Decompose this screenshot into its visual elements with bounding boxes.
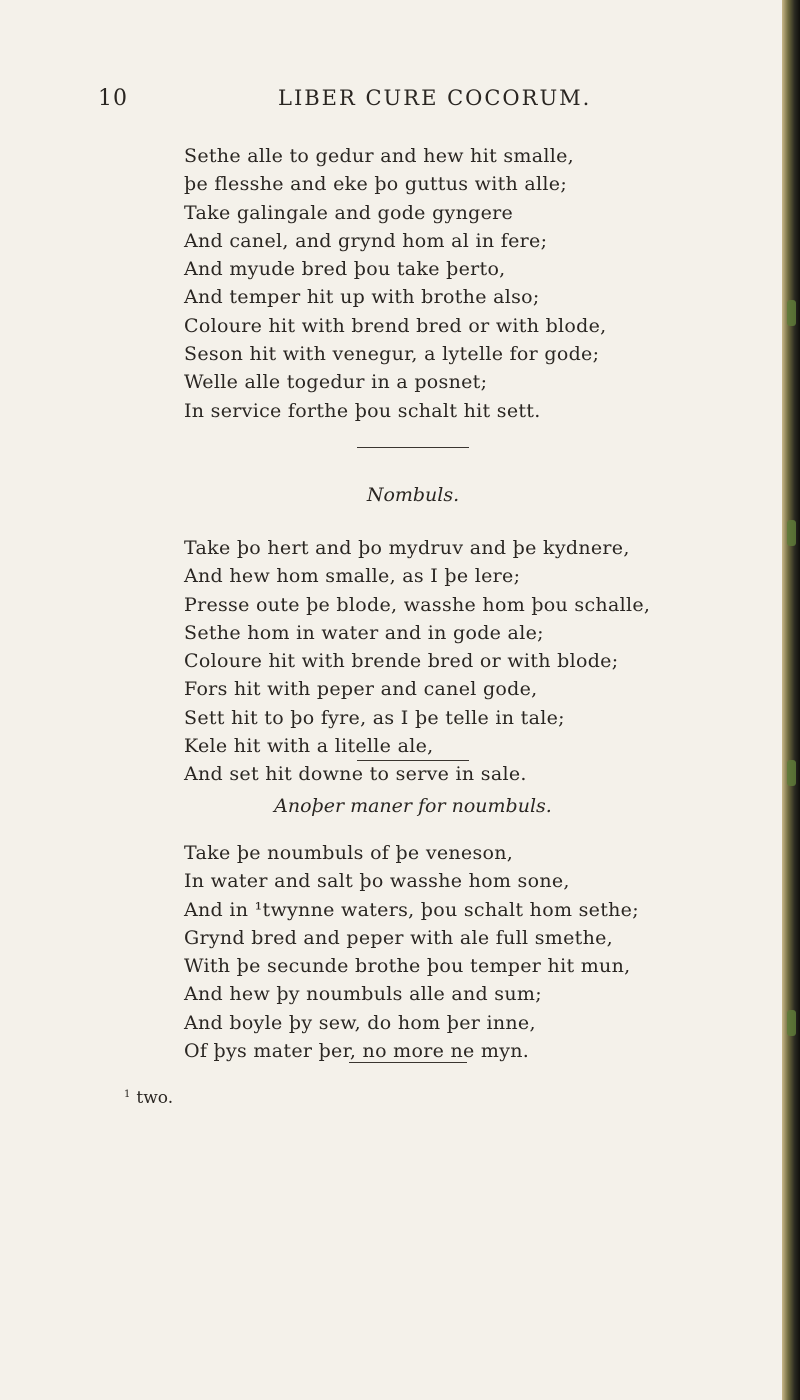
verse-line: Presse oute þe blode, wasshe hom þou schalle,	[184, 593, 651, 616]
footnote-marker: 1	[124, 1089, 131, 1100]
running-title: LIBER CURE COCORUM.	[278, 86, 592, 110]
verse-line: Grynd bred and peper with ale full smethe,	[184, 926, 613, 949]
verse-line: And hew þy noumbuls alle and sum;	[184, 983, 542, 1006]
footnote	[124, 1088, 173, 1108]
verse-line: And in ¹twynne waters, þou schalt hom sethe;	[184, 898, 639, 921]
verse-line: Of þys mater þer, no more ne myn.	[184, 1040, 530, 1063]
verse-block-2	[184, 534, 650, 789]
section-divider	[357, 760, 469, 761]
verse-block-1	[184, 142, 607, 425]
page-number: 10	[98, 86, 128, 111]
verse-line: Coloure hit with brende bred or with blode;	[184, 650, 619, 673]
edge-stain	[787, 300, 796, 326]
verse-line: Fors hit with peper and canel gode,	[184, 678, 538, 701]
verse-line: Take þo hert and þo mydruv and þe kydnere,	[184, 537, 630, 559]
section-title-another-manner: Anoþer maner for noumbuls.	[274, 795, 552, 817]
edge-stain	[787, 1010, 796, 1036]
verse-line: And boyle þy sew, do hom þer inne,	[184, 1011, 536, 1034]
verse-line: Sett hit to þo fyre, as I þe telle in tale;	[184, 706, 565, 729]
verse-line: Sethe alle to gedur and hew hit smalle,	[184, 145, 574, 167]
page-edge-binding	[782, 0, 800, 1400]
section-title-nombuls: Nombuls.	[366, 484, 460, 506]
verse-line: Seson hit with venegur, a lytelle for gode;	[184, 343, 600, 366]
verse-line: Welle alle togedur in a posnet;	[184, 371, 488, 394]
verse-line: Take þe noumbuls of þe veneson,	[184, 842, 514, 864]
verse-line: In water and salt þo wasshe hom sone,	[184, 870, 570, 893]
verse-line: With þe secunde brothe þou temper hit mun,	[184, 955, 631, 978]
edge-stain	[787, 520, 796, 546]
section-divider	[357, 447, 469, 448]
verse-line: And canel, and grynd hom al in fere;	[184, 229, 548, 252]
verse-line: þe flesshe and eke þo guttus with alle;	[184, 173, 568, 196]
verse-line: Coloure hit with brend bred or with blode,	[184, 314, 607, 337]
edge-stain	[787, 760, 796, 786]
verse-line: And myude bred þou take þerto,	[184, 258, 506, 281]
verse-line: And hew hom smalle, as I þe lere;	[184, 565, 521, 588]
footnote-divider	[349, 1062, 467, 1063]
verse-line: Kele hit with a litelle ale,	[184, 735, 434, 758]
verse-block-3	[184, 839, 639, 1065]
verse-line: Take galingale and gode gyngere	[184, 201, 514, 224]
verse-line: In service forthe þou schalt hit sett.	[184, 399, 541, 422]
footnote-text: two.	[136, 1088, 174, 1108]
verse-line: And temper hit up with brothe also;	[184, 286, 540, 309]
verse-line: And set hit downe to serve in sale.	[184, 763, 527, 786]
verse-line: Sethe hom in water and in gode ale;	[184, 621, 544, 644]
